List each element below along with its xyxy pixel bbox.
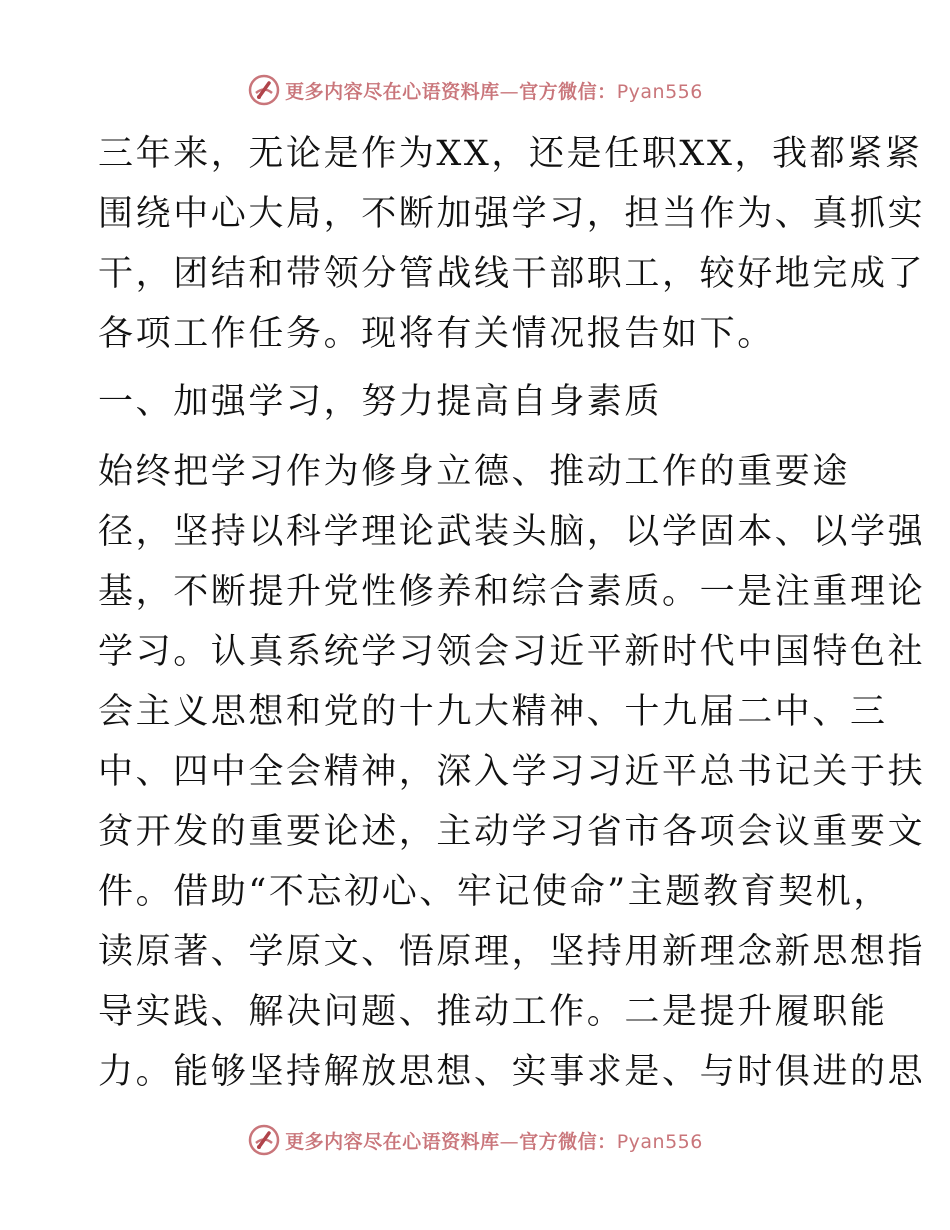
watermark-wechat-label: 官方微信：	[519, 1130, 617, 1153]
watermark-separator: —	[499, 80, 520, 103]
document-body	[98, 124, 926, 1102]
book-pen-logo-icon	[247, 1123, 281, 1157]
paragraph-line: 三年来，无论是作为XX，还是任职XX，我都紧紧	[98, 134, 923, 174]
paragraph-line: 贫开发的重要论述，主动学习省市各项会议重要文	[98, 812, 926, 852]
paragraph-line: 各项工作任务。现将有关情况报告如下。	[98, 314, 775, 354]
paragraph-line: 学习。认真系统学习领会习近平新时代中国特色社	[98, 632, 926, 672]
watermark-brand: 更多内容尽在心语资料库	[285, 80, 500, 103]
book-pen-logo-icon	[247, 73, 281, 107]
footer-watermark	[0, 1118, 950, 1162]
paragraph-line: 件。借助“不忘初心、牢记使命”主题教育契机，	[98, 872, 891, 912]
paragraph-line: 会主义思想和党的十九大精神、十九届二中、三	[98, 692, 888, 732]
watermark-separator: —	[499, 1130, 520, 1153]
watermark-text	[285, 77, 703, 104]
paragraph-line: 导实践、解决问题、推动工作。二是提升履职能	[98, 992, 888, 1032]
paragraph-line: 围绕中心大局，不断加强学习，担当作为、真抓实	[98, 194, 926, 234]
watermark-wechat-id: Pyan556	[616, 1130, 703, 1153]
section-heading: 一、加强学习，努力提高自身素质	[98, 382, 663, 422]
paragraph-line: 力。能够坚持解放思想、实事求是、与时俱进的思	[98, 1052, 926, 1092]
watermark-text	[285, 1127, 703, 1154]
watermark-wechat-id: Pyan556	[616, 80, 703, 103]
watermark-wechat-label: 官方微信：	[519, 80, 617, 103]
paragraph-line: 干，团结和带领分管战线干部职工，较好地完成了	[98, 254, 926, 294]
header-watermark	[0, 68, 950, 112]
paragraph-line: 中、四中全会精神，深入学习习近平总书记关于扶	[98, 752, 926, 792]
paragraph-line: 读原著、学原文、悟原理，坚持用新理念新思想指	[98, 932, 926, 972]
watermark-brand: 更多内容尽在心语资料库	[285, 1130, 500, 1153]
paragraph-line: 径，坚持以科学理论武装头脑，以学固本、以学强	[98, 512, 926, 552]
paragraph-line: 基，不断提升党性修养和综合素质。一是注重理论	[98, 572, 926, 612]
paragraph-line: 始终把学习作为修身立德、推动工作的重要途	[98, 452, 851, 492]
